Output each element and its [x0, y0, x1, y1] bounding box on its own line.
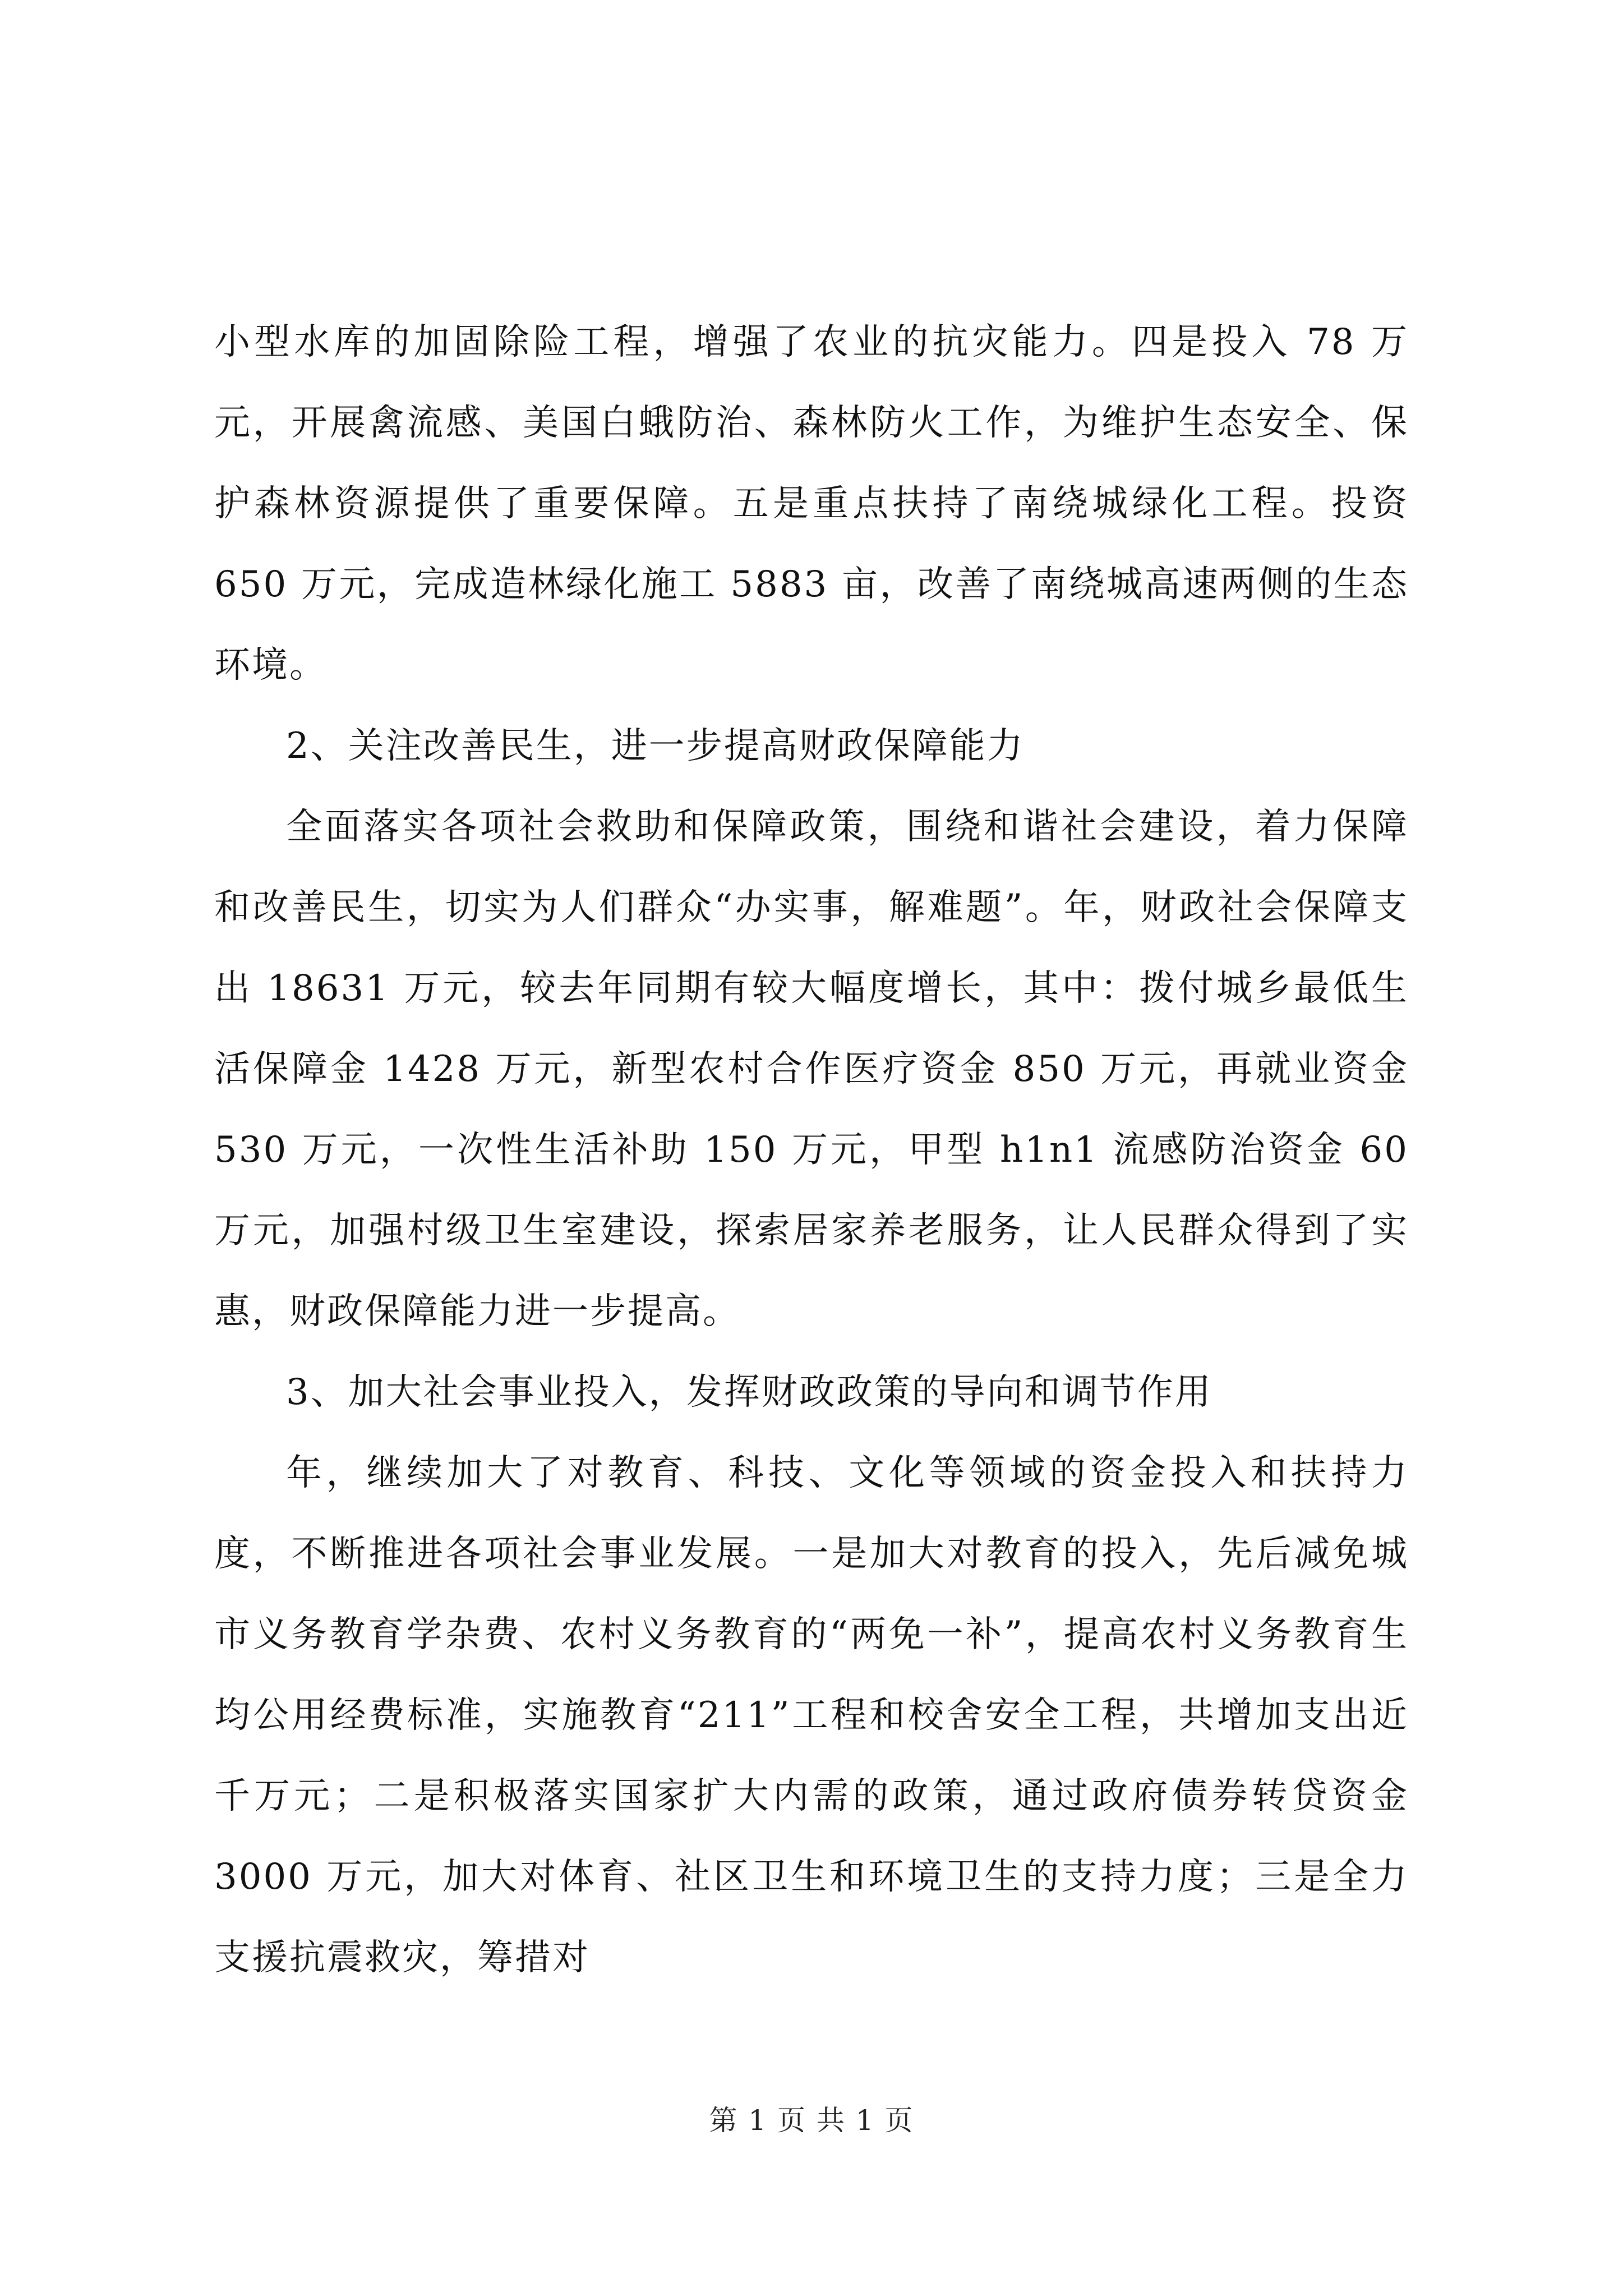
paragraph-continuation: 小型水库的加固除险工程，增强了农业的抗灾能力。四是投入 78 万元，开展禽流感、美国白蛾防治、森林防火工作，为维护生态安全、保护森林资源提供了重要保障。五是重点扶持了南绕城绿化工程。投资 650 万元，完成造林绿化施工 5883 亩，改善了南绕城高速两侧的生态环境。 [214, 321, 1409, 686]
paragraph-social-security: 全面落实各项社会救助和保障政策，围绕和谐社会建设，着力保障和改善民生，切实为人们群众“办实事，解难题”。年，财政社会保障支出 18631 万元，较去年同期有较大幅度增长，其中：拨付城乡最低生活保障金 1428 万元，新型农村合作医疗资金 850 万元，再就业资金 530 万元，一次性生活补助 150 万元，甲型 h1n1 流感防治资金 60 万元，加强村级卫生室建设，探索居家养老服务，让人民群众得到了实惠，财政保障能力进一步提高。 [214, 806, 1409, 1332]
page-footer: 第 1 页 共 1 页 [709, 2104, 914, 2137]
paragraph-social-undertakings: 年，继续加大了对教育、科技、文化等领域的资金投入和扶持力度，不断推进各项社会事业发展。一是加大对教育的投入，先后减免城市义务教育学杂费、农村义务教育的“两免一补”，提高农村义务教育生均公用经费标准，实施教育“211”工程和校舍安全工程，共增加支出近千万元；二是积极落实国家扩大内需的政策，通过政府债券转贷资金 3000 万元，加大对体育、社区卫生和环境卫生的支持力度；三是全力支援抗震救灾，筹措对 [214, 1452, 1409, 1978]
section-heading-2: 2、关注改善民生，进一步提高财政保障能力 [286, 725, 1025, 767]
section-heading-3: 3、加大社会事业投入，发挥财政政策的导向和调节作用 [286, 1372, 1212, 1413]
document-body [214, 302, 1409, 1998]
